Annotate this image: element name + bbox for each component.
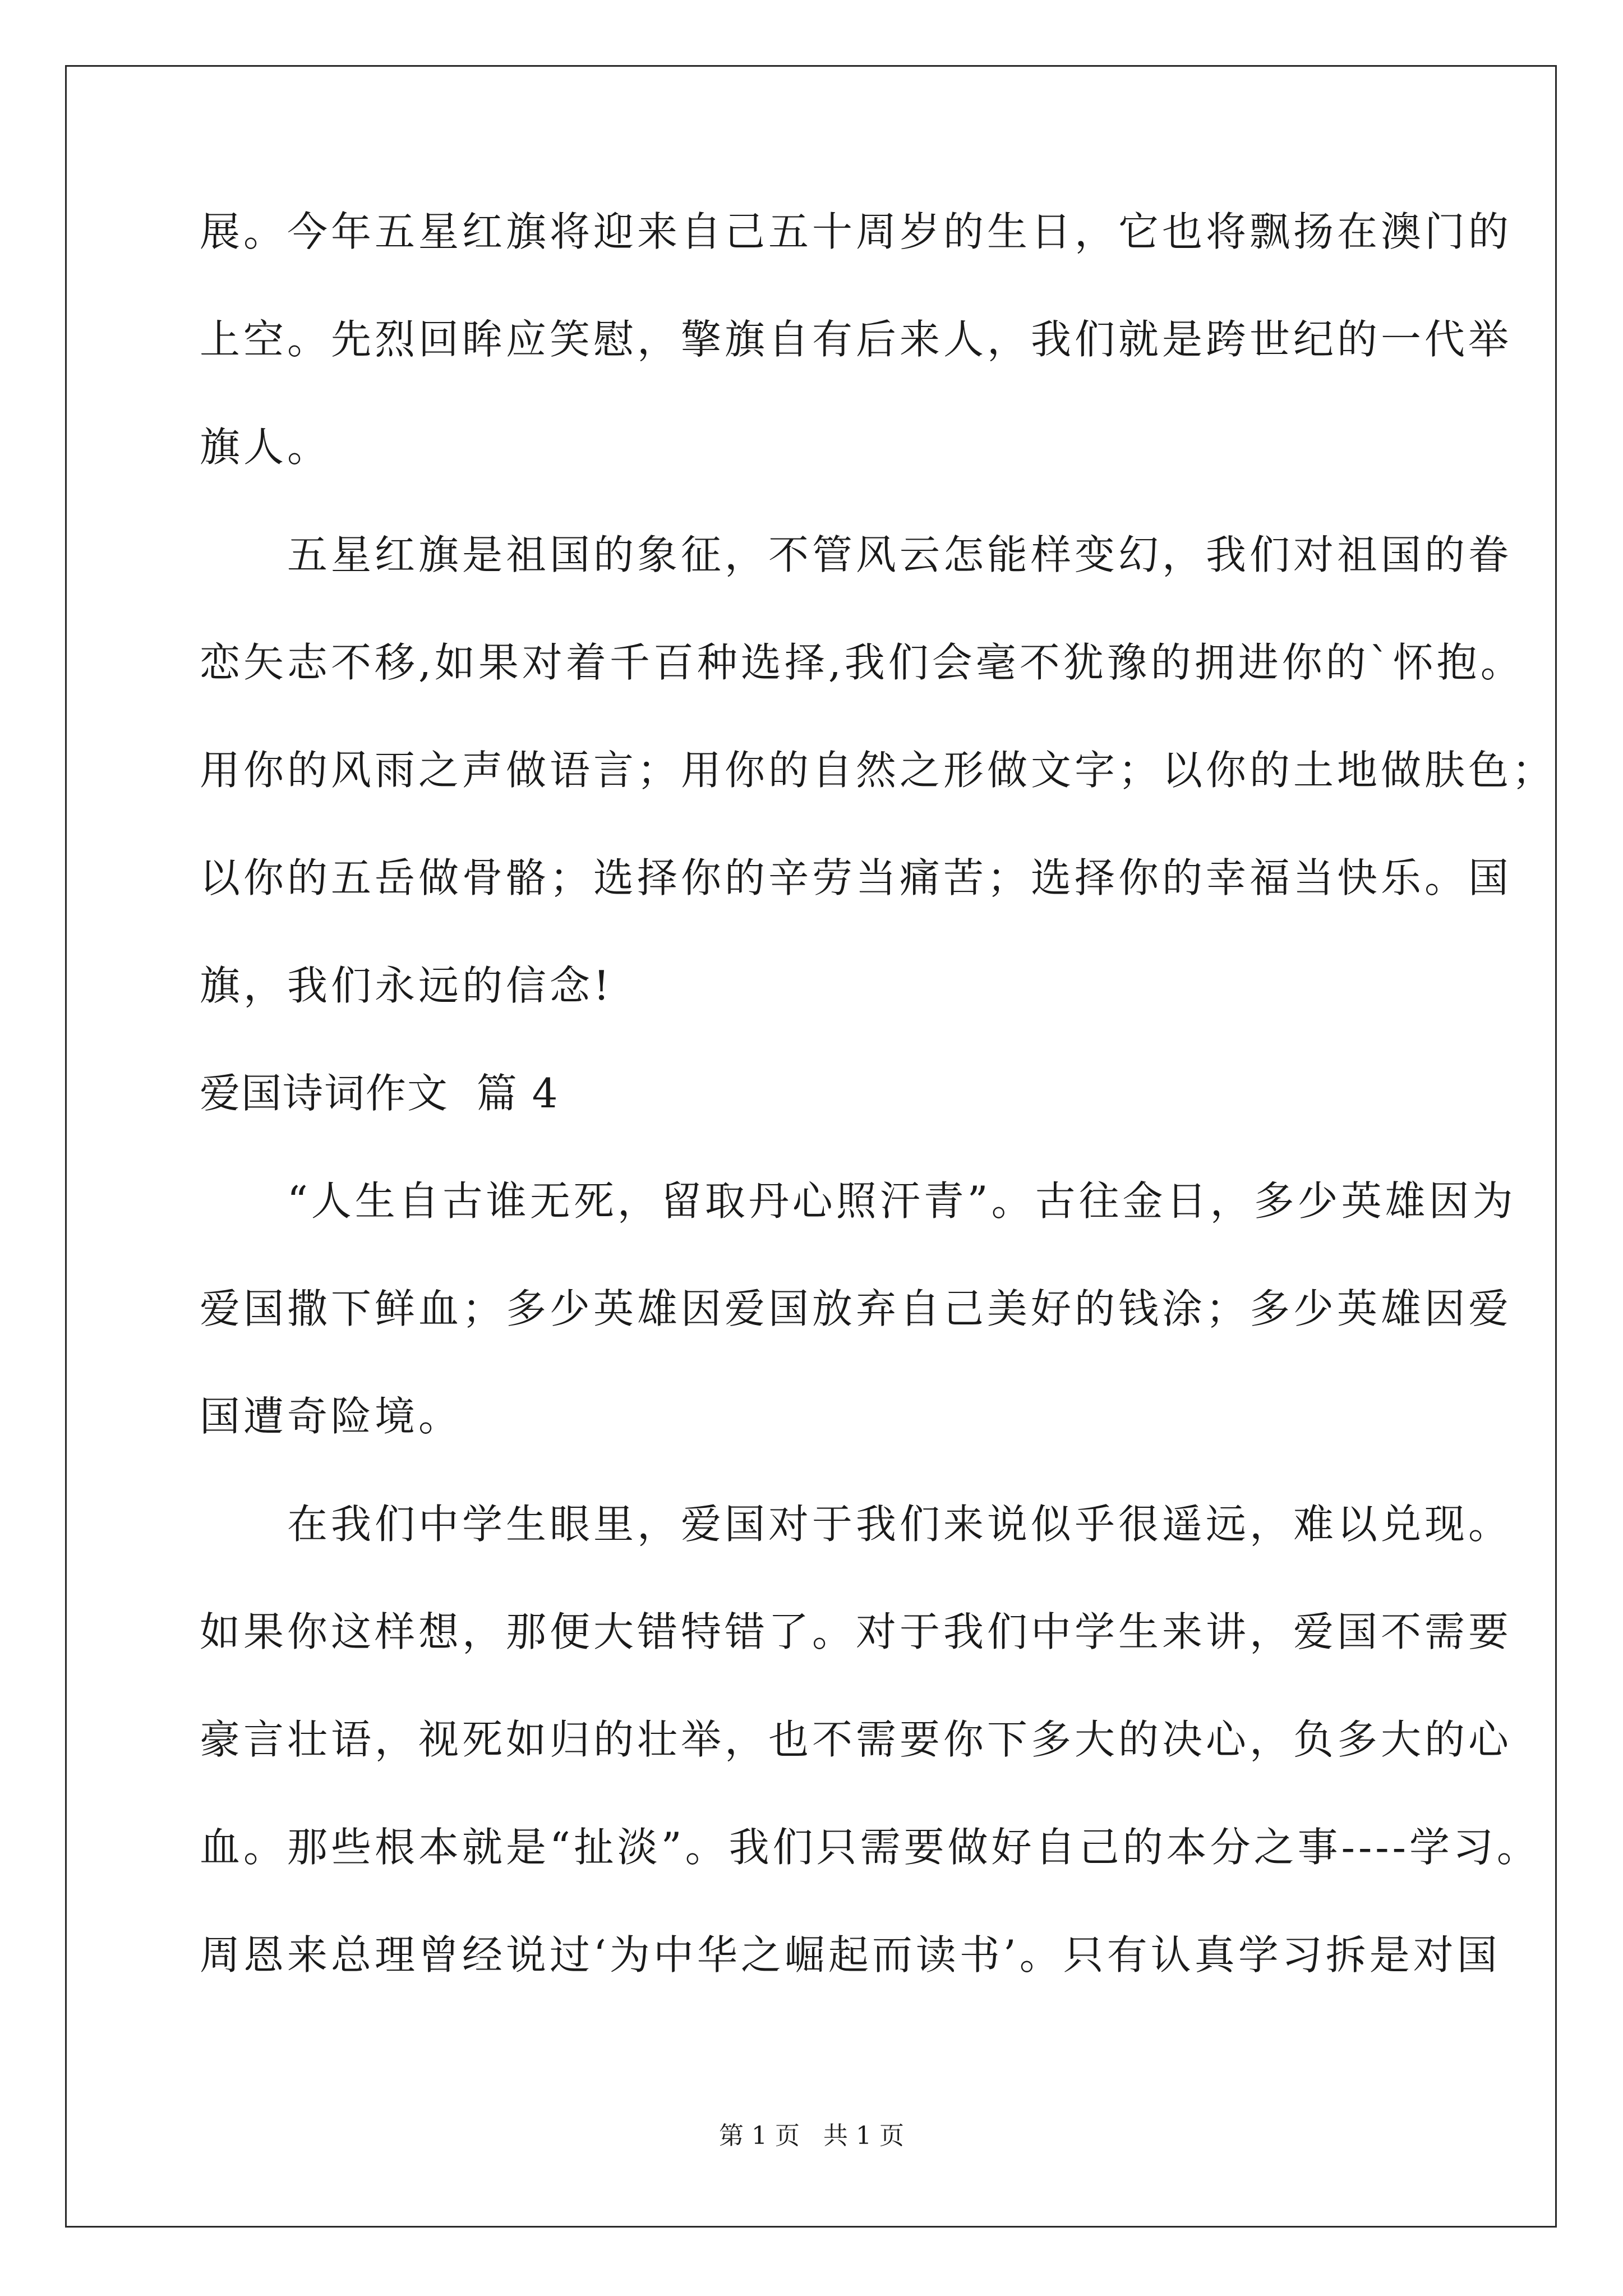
- text-line: 血。那些根本就是“扯淡”。我们只需要做好自己的本分之事----学习。: [200, 1824, 1541, 1871]
- text-line: 周恩来总理曾经说过‘为中华之崛起而读书’。只有认真学习拆是对国: [200, 1931, 1501, 1978]
- text-line: 上空。先烈回眸应笑慰，擎旗自有后来人，我们就是跨世纪的一代举: [200, 316, 1513, 363]
- text-line: 爱国撒下鲜血；多少英雄因爱国放弃自己美好的钱涂；多少英雄因爱: [200, 1285, 1513, 1332]
- text-line: 旗人。: [200, 424, 331, 471]
- section-heading: 爱国诗词作文 篇 4: [200, 1070, 559, 1117]
- text-line: 五星红旗是祖国的象征，不管风云怎能样变幻，我们对祖国的眷: [200, 531, 1513, 578]
- text-line: “人生自古谁无死，留取丹心照汗青”。古往金日，多少英雄因为: [200, 1177, 1516, 1225]
- page-footer: 第 1 页 共 1 页: [719, 2122, 904, 2150]
- text-line: 展。今年五星红旗将迎来自己五十周岁的生日，它也将飘扬在澳门的: [200, 208, 1513, 255]
- text-line: 用你的风雨之声做语言；用你的自然之形做文字；以你的土地做肤色；: [200, 747, 1556, 794]
- text-line: 国遭奇险境。: [200, 1393, 463, 1440]
- text-line: 恋矢志不移,如果对着千百种选择,我们会毫不犹豫的拥进你的`怀抱。: [200, 639, 1524, 686]
- text-line: 在我们中学生眼里，爱国对于我们来说似乎很遥远，难以兑现。: [200, 1501, 1513, 1548]
- text-line: 如果你这样想，那便大错特错了。对于我们中学生来讲，爱国不需要: [200, 1608, 1513, 1655]
- text-line: 以你的五岳做骨骼；选择你的辛劳当痛苦；选择你的幸福当快乐。国: [200, 854, 1513, 901]
- text-line: 旗，我们永远的信念!: [200, 962, 613, 1009]
- document-body: [200, 205, 1556, 2036]
- text-line: 豪言壮语，视死如归的壮举，也不需要你下多大的决心，负多大的心: [200, 1716, 1513, 1763]
